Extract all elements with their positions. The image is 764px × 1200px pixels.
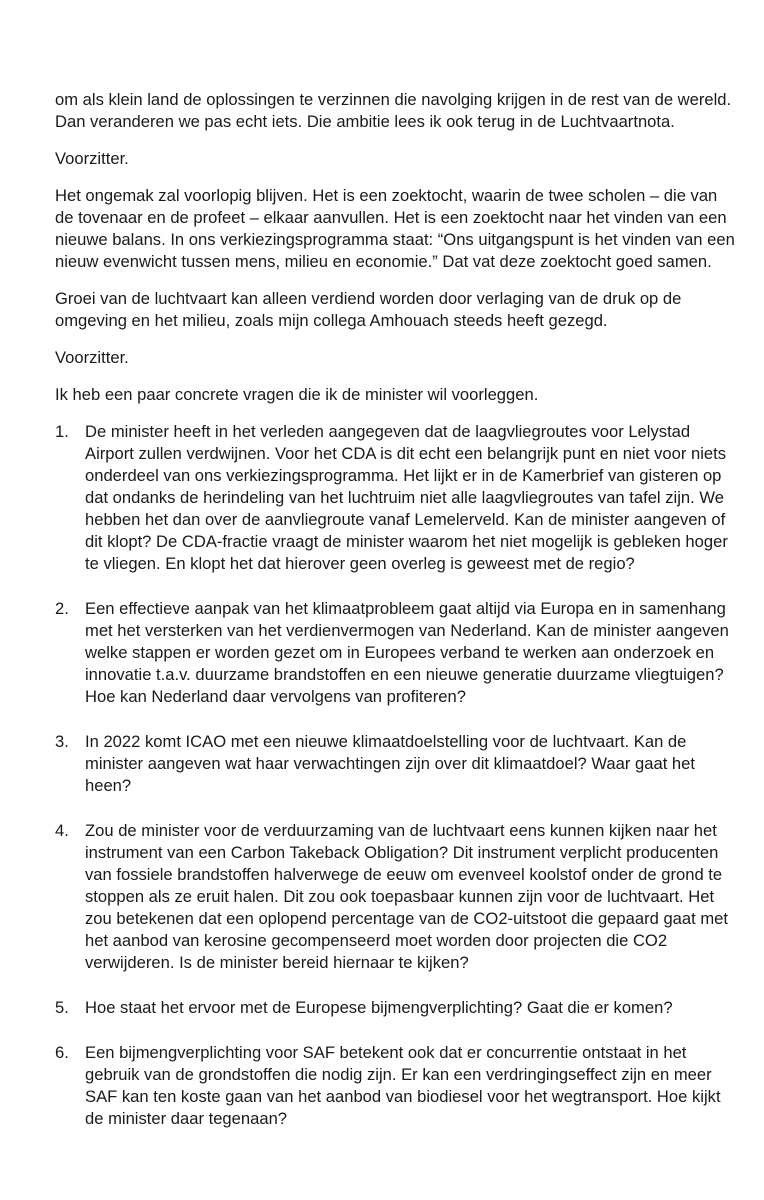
question-item [55, 731, 735, 797]
paragraph-groei: Groei van de luchtvaart kan alleen verdiend worden door verlaging van de druk op de omgeving en het milieu, zoals mijn collega Amhouach steeds heeft gezegd. [55, 289, 682, 330]
question-item [55, 997, 735, 1019]
question-number: 5. [55, 998, 69, 1017]
document-body [55, 89, 735, 1153]
question-item [55, 421, 735, 575]
paragraph-voorzitter: Voorzitter. [55, 348, 129, 367]
question-item [55, 820, 735, 974]
question-text: Een bijmengverplichting voor SAF betekent ook dat er concurrentie ontstaat in het gebruik van de grondstoffen die nodig zijn. Er kan een verdringingseffect zijn en meer SAF kan ten koste gaan van het aanbod van biodiesel voor het wegtransport. Hoe kijkt de minister daar tegenaan? [85, 1043, 721, 1128]
question-number: 2. [55, 599, 69, 618]
question-text: In 2022 komt ICAO met een nieuwe klimaatdoelstelling voor de luchtvaart. Kan de minister aangeven wat haar verwachtingen zijn over dit klimaatdoel? Waar gaat het heen? [85, 732, 695, 795]
paragraph-voorzitter: Voorzitter. [55, 149, 129, 168]
paragraph-intro: om als klein land de oplossingen te verzinnen die navolging krijgen in de rest van de wereld. Dan veranderen we pas echt iets. Die ambitie lees ik ook terug in de Luchtvaartnota. [55, 90, 732, 131]
question-number: 1. [55, 422, 69, 441]
question-number: 4. [55, 821, 69, 840]
question-text: Hoe staat het ervoor met de Europese bijmengverplichting? Gaat die er komen? [85, 998, 673, 1017]
question-list [55, 421, 735, 1130]
question-item [55, 598, 735, 708]
paragraph-ongemak: Het ongemak zal voorlopig blijven. Het is een zoektocht, waarin de twee scholen – die van de tovenaar en de profeet – elkaar aanvullen. Het is een zoektocht naar het vinden van een nieuwe balans. In ons verkiezingsprogramma staat: “Ons uitgangspunt is het vinden van een nieuw evenwicht tussen mens, milieu en economie.” Dat vat deze zoektocht goed samen. [55, 186, 735, 271]
question-text: Zou de minister voor de verduurzaming van de luchtvaart eens kunnen kijken naar het instrument van een Carbon Takeback Obligation? Dit instrument verplicht producenten van fossiele brandstoffen halverwege de eeuw om evenveel koolstof onder de grond te stoppen als ze eruit halen. Dit zou ook toepasbaar kunnen zijn voor de luchtvaart. Het zou betekenen dat een oplopend percentage van de CO2-uitstoot die gepaard gaat met het aanbod van kerosine gecompenseerd moet worden door projecten die CO2 verwijderen. Is de minister bereid hiernaar te kijken? [85, 821, 729, 972]
question-text: De minister heeft in het verleden aangegeven dat de laagvliegroutes voor Lelystad Airport zullen verdwijnen. Voor het CDA is dit echt een belangrijk punt en niet voor niets onderdeel van ons verkiezingsprogramma. Het lijkt er in de Kamerbrief van gisteren op dat ondanks de herindeling van het luchtruim niet alle laagvliegroutes van tafel zijn. We hebben het dan over de aanvliegroute vanaf Lemelerveld. Kan de minister aangeven of dit klopt? De CDA-fractie vraagt de minister waarom het niet mogelijk is gebleken hoger te vliegen. En klopt het dat hierover geen overleg is geweest met de regio? [85, 422, 728, 573]
question-text: Een effectieve aanpak van het klimaatprobleem gaat altijd via Europa en in samenhang met het versterken van het verdienvermogen van Nederland. Kan de minister aangeven welke stappen er worden gezet om in Europees verband te werken aan onderzoek en innovatie t.a.v. duurzame brandstoffen en een nieuwe generatie duurzame vliegtuigen? Hoe kan Nederland daar vervolgens van profiteren? [85, 599, 729, 706]
question-number: 6. [55, 1043, 69, 1062]
question-item [55, 1042, 735, 1130]
paragraph-vragen-intro: Ik heb een paar concrete vragen die ik de minister wil voorleggen. [55, 385, 539, 404]
question-number: 3. [55, 732, 69, 751]
